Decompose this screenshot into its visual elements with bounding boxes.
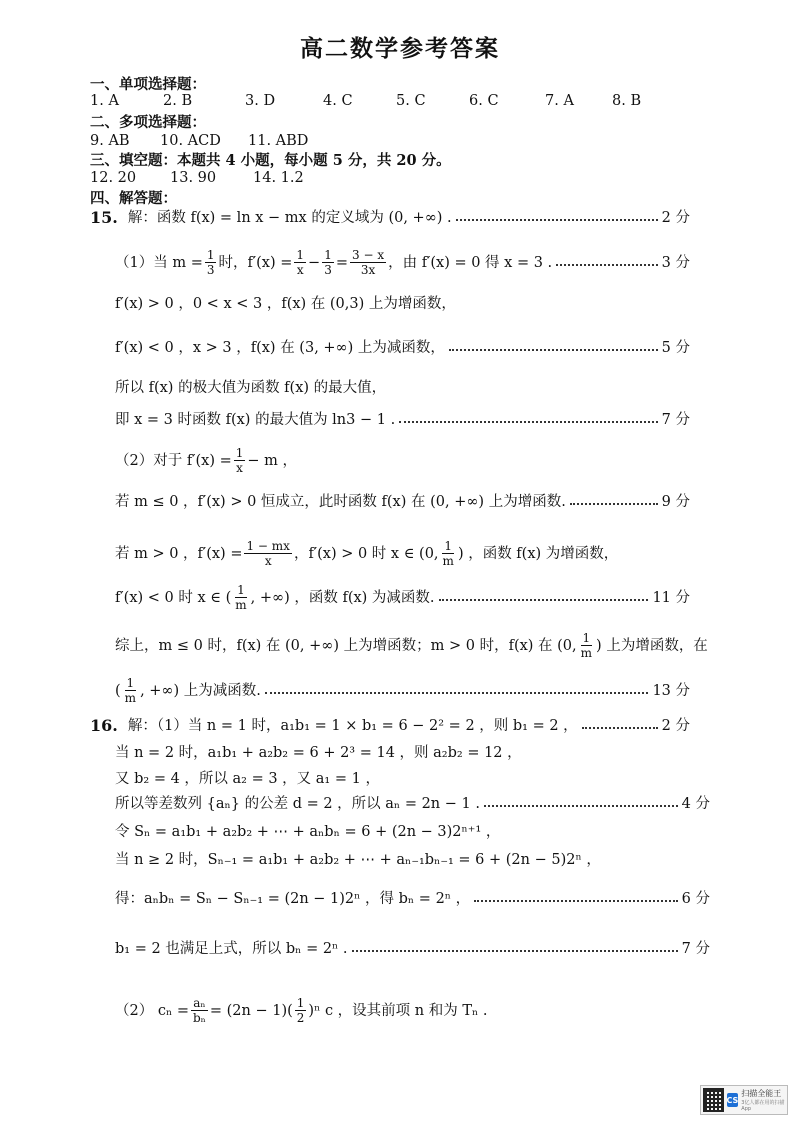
q15-text: （1）当 m = <box>115 254 203 271</box>
answer-item: 5. C <box>396 93 426 109</box>
q15-text: （2）对于 f′(x) = <box>115 452 232 469</box>
fraction <box>441 539 456 568</box>
page-title: 高二数学参考答案 <box>300 35 500 62</box>
fraction <box>234 446 246 475</box>
q15-text: ，f′(x) > 0 时 x ∈ (0, <box>293 545 439 562</box>
score-mark: 7 分 <box>681 941 710 957</box>
q16-text: = (2n − 1)( <box>209 1002 293 1019</box>
q16-text: 所以等差数列 {aₙ} 的公差 d = 2 ，所以 aₙ = 2n − 1 . <box>115 796 480 812</box>
q15-text: ( <box>115 682 121 699</box>
dot-leader <box>439 589 649 601</box>
numerator: 1 <box>296 996 305 1010</box>
denominator: m <box>124 691 137 705</box>
fraction <box>294 248 306 277</box>
answer-item: 6. C <box>469 93 499 109</box>
dot-leader <box>399 411 657 423</box>
numerator: 1 <box>235 446 244 460</box>
watermark-name: 扫描全能王 <box>741 1089 782 1098</box>
q16-line-2 <box>115 743 690 763</box>
dot-leader <box>474 890 677 902</box>
section-single-choice: 一、单项选择题： <box>90 76 206 93</box>
dot-leader <box>582 717 658 729</box>
answer-item: 1. A <box>90 93 119 109</box>
section-multi-choice: 二、多项选择题： <box>90 114 206 131</box>
q15-text: , +∞) 上为减函数. <box>140 682 261 699</box>
q15-text: 时，f′(x) = <box>218 254 293 271</box>
denominator: 2 <box>296 1011 305 1025</box>
q16-line-1 <box>90 716 690 736</box>
answer-item: 7. A <box>545 93 574 109</box>
section-solutions: 四、解答题： <box>90 190 177 207</box>
q16-text: 令 Sₙ = a₁b₁ + a₂b₂ + ⋯ + aₙbₙ = 6 + (2n − 3)2ⁿ⁺¹ ， <box>115 824 501 840</box>
denominator: m <box>235 598 247 612</box>
numerator: 3 − x <box>352 248 385 262</box>
q15-text: 若 m ≤ 0 ，f′(x) > 0 恒成立，此时函数 f(x) 在 (0, +∞) 上为增函数. <box>115 494 566 510</box>
denominator: x <box>296 263 304 277</box>
q16-text: 当 n = 2 时，a₁b₁ + a₂b₂ = 6 + 2³ = 14 ，则 a₂b₂ = 12 ， <box>115 745 522 761</box>
q15-line-5 <box>115 378 690 398</box>
q16-text: )ⁿ c ，设其前项 n 和为 Tₙ . <box>308 1002 488 1019</box>
q16-text: 当 n ≥ 2 时，Sₙ₋₁ = a₁b₁ + a₂b₂ + ⋯ + aₙ₋₁bₙ₋₁ = 6 + (2n − 5)2ⁿ ， <box>115 852 601 868</box>
denominator: 3 <box>206 263 215 277</box>
fraction <box>295 996 307 1025</box>
q15-line-11 <box>115 631 708 660</box>
answer-item: 11. ABD <box>248 133 309 149</box>
score-mark: 11 分 <box>652 589 690 606</box>
q15-text: − m ， <box>247 452 298 469</box>
score-mark: 7 分 <box>661 412 690 428</box>
q15-line-6 <box>115 410 690 430</box>
q15-line-9 <box>115 539 690 568</box>
answer-item: 9. AB <box>90 133 130 149</box>
q16-line-6 <box>115 850 690 870</box>
q16-line-7 <box>115 889 710 909</box>
answer-item: 4. C <box>323 93 353 109</box>
watermark-text <box>741 1088 785 1112</box>
numerator: 1 − mx <box>246 539 290 553</box>
q15-line-4 <box>115 338 690 358</box>
fraction <box>322 248 334 277</box>
q15-text: f′(x) < 0 时 x ∈ ( <box>115 589 232 606</box>
q16-line-8 <box>115 939 710 959</box>
score-mark: 6 分 <box>681 891 710 907</box>
q15-line-3 <box>115 294 690 314</box>
qr-code-icon <box>703 1088 724 1112</box>
q16-line-4 <box>115 794 710 814</box>
score-mark: 4 分 <box>681 796 710 812</box>
score-mark: 9 分 <box>661 494 690 510</box>
answer-item: 14. 1.2 <box>253 170 304 186</box>
answer-item: 12. 20 <box>90 170 137 186</box>
q16-text: 解：（1）当 n = 1 时，a₁b₁ = 1 × b₁ = 6 − 2² = 2 ，则 b₁ = 2 ， <box>127 718 578 734</box>
denominator: 3 <box>324 263 332 277</box>
q15-text: 综上，m ≤ 0 时，f(x) 在 (0, +∞) 上为增函数；m > 0 时，f(x) 在 (0, <box>115 637 577 654</box>
numerator: 1 <box>444 539 453 553</box>
q15-line-7 <box>115 446 690 475</box>
q15-text: , +∞) ，函数 f(x) 为减函数. <box>250 589 435 606</box>
q15-text: 若 m > 0 ，f′(x) = <box>115 545 243 562</box>
q15-text: 解：函数 f(x) = ln x − mx 的定义域为 (0, +∞) . <box>127 210 452 226</box>
numerator: 1 <box>324 248 332 262</box>
q15-text: ) ，函数 f(x) 为增函数， <box>457 545 619 562</box>
denominator: bₙ <box>193 1011 206 1025</box>
fraction <box>244 539 291 568</box>
q16-line-5 <box>115 822 690 842</box>
q15-text: 即 x = 3 时函数 f(x) 的最大值为 ln3 − 1 . <box>115 412 396 428</box>
q16-text: b₁ = 2 也满足上式，所以 bₙ = 2ⁿ . <box>115 941 348 957</box>
watermark-sub: 3亿人都在用的扫描App <box>741 1100 785 1112</box>
dot-leader <box>449 339 658 351</box>
q16-line-9 <box>115 996 690 1025</box>
answer-item: 13. 90 <box>170 170 217 186</box>
q15-line-2: （1）当 m = $\frac{1}{3}$ 时，f′(x) = $\frac{1}{x}$ − $\frac{1}{3}$ = $\frac{3 - x}{3x}$ ，由 f′(x) = 0 得 x = 3 . 3 分 <box>115 248 690 277</box>
answer-item: 10. ACD <box>160 133 221 149</box>
denominator: m <box>442 554 454 568</box>
q15-line-10 <box>115 583 690 612</box>
dot-leader <box>556 254 658 266</box>
numerator: aₙ <box>193 996 206 1010</box>
dot-leader <box>456 209 658 221</box>
score-mark: 3 分 <box>661 254 690 271</box>
fraction <box>205 248 217 277</box>
q16-text: （2） cₙ = <box>115 1002 189 1019</box>
denominator: m <box>580 646 593 660</box>
answer-item: 2. B <box>163 93 193 109</box>
fraction <box>233 583 248 612</box>
score-mark: 2 分 <box>661 210 690 226</box>
question-number: 15. <box>90 208 118 227</box>
q15-text: ) 上为增函数，在 <box>596 637 708 654</box>
numerator: 1 <box>296 248 305 262</box>
numerator: 1 <box>126 676 135 690</box>
dot-leader <box>352 940 678 952</box>
fraction <box>123 676 138 705</box>
q16-line-3 <box>115 769 690 789</box>
score-mark: 2 分 <box>661 718 690 734</box>
fraction <box>350 248 386 277</box>
denominator: x <box>264 554 272 568</box>
section-fill-blank: 三、填空题：本题共 4 小题，每小题 5 分，共 20 分。 <box>90 152 451 169</box>
camscanner-logo-icon: CS <box>727 1093 739 1107</box>
q15-line-1 <box>90 208 690 228</box>
denominator: 3x <box>360 263 376 277</box>
dot-leader <box>484 795 678 807</box>
fraction <box>191 996 208 1025</box>
denominator: x <box>236 461 243 475</box>
dot-leader <box>265 682 649 694</box>
question-number: 16. <box>90 716 118 735</box>
fraction <box>579 631 594 660</box>
score-mark: 5 分 <box>661 340 690 356</box>
answer-item: 3. D <box>245 93 276 109</box>
q15-text: f′(x) > 0 ，0 < x < 3 ，f(x) 在 (0,3) 上为增函数， <box>115 296 456 312</box>
q15-line-8 <box>115 492 690 512</box>
q15-line-12 <box>115 676 690 705</box>
answer-item: 8. B <box>612 93 642 109</box>
numerator: 1 <box>237 583 245 597</box>
score-mark: 13 分 <box>652 682 690 699</box>
dot-leader <box>570 493 658 505</box>
numerator: 1 <box>582 631 591 645</box>
q16-text: 又 b₂ = 4 ，所以 a₂ = 3 ，又 a₁ = 1 ， <box>115 771 380 787</box>
q15-text: f′(x) < 0 ，x > 3 ，f(x) 在 (3, +∞) 上为减函数， <box>115 340 445 356</box>
numerator: 1 <box>206 248 215 262</box>
scanner-watermark <box>700 1085 788 1115</box>
q15-text: ，由 f′(x) = 0 得 x = 3 . <box>388 254 553 271</box>
q15-text: 所以 f(x) 的极大值为函数 f(x) 的最大值， <box>115 380 387 396</box>
q16-text: 得：aₙbₙ = Sₙ − Sₙ₋₁ = (2n − 1)2ⁿ ，得 bₙ = 2ⁿ ， <box>115 891 471 907</box>
